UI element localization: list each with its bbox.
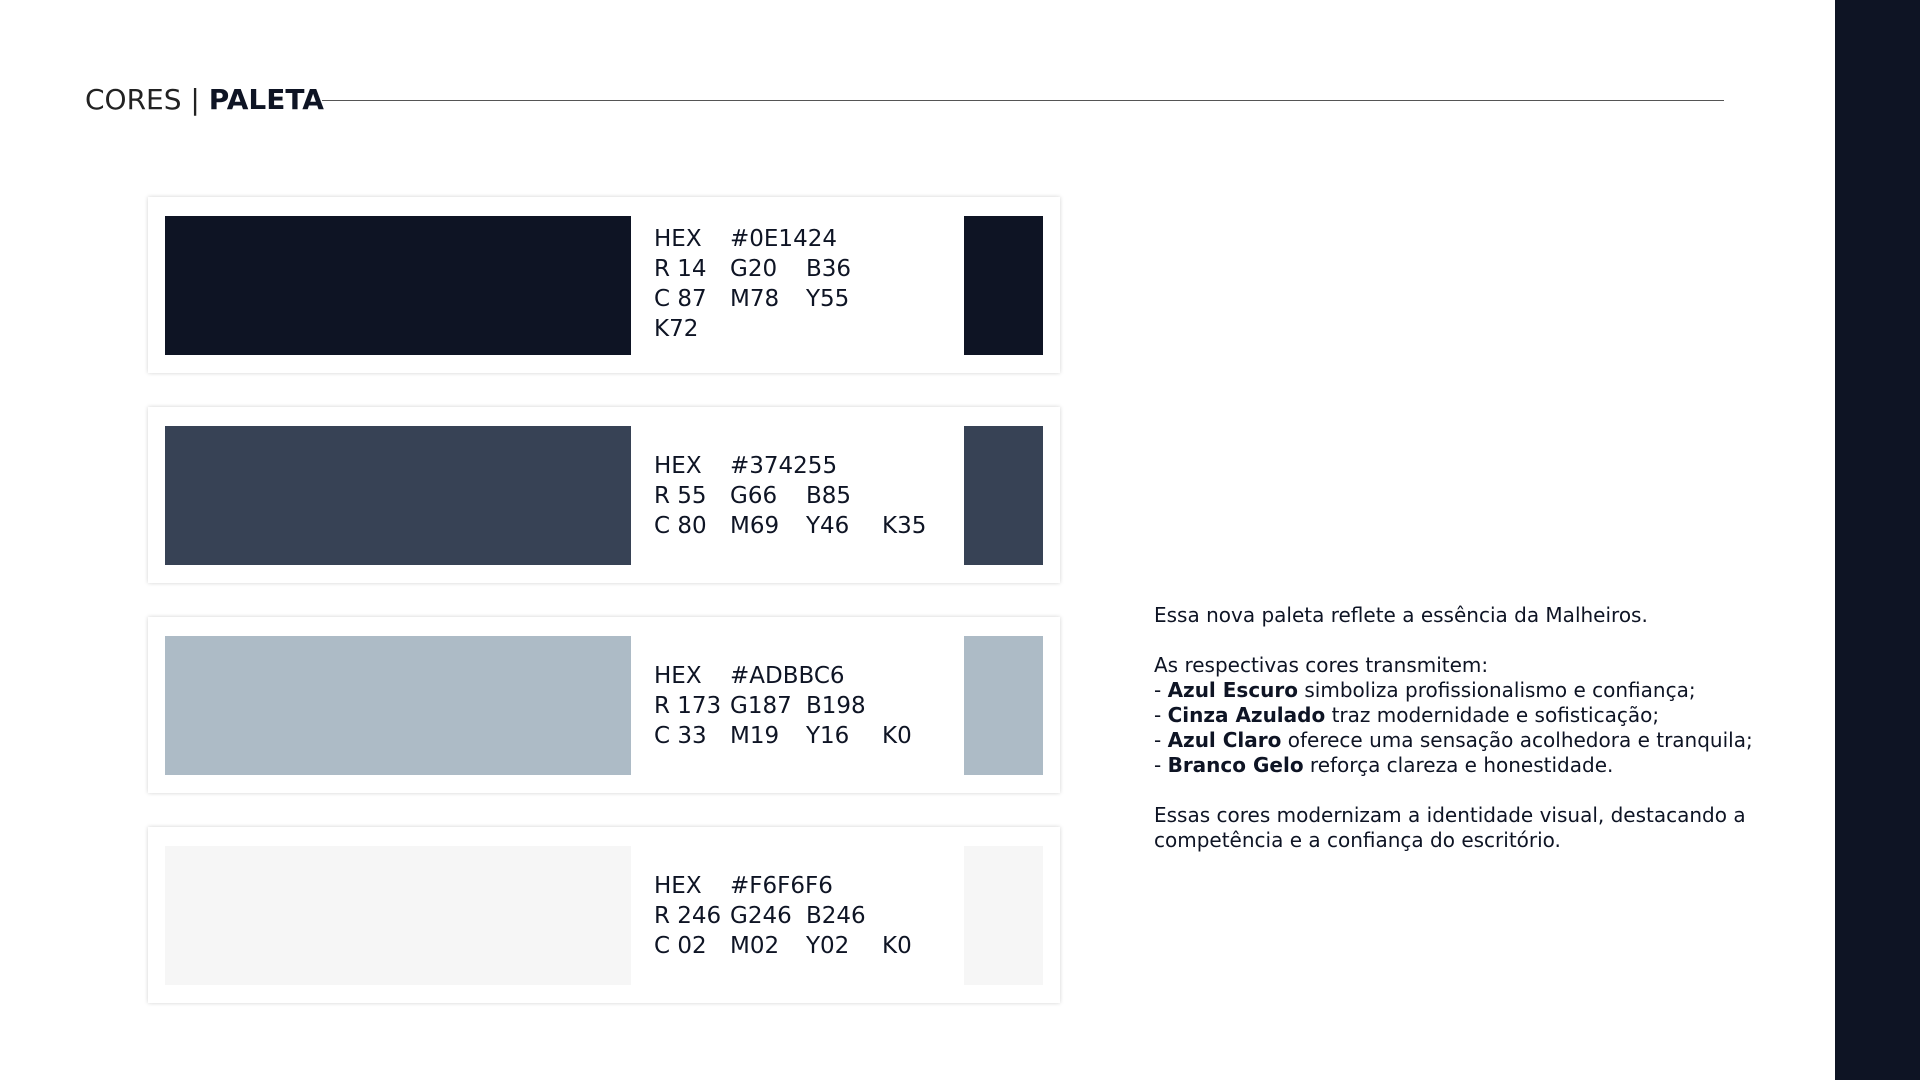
color-codes (654, 661, 958, 751)
color-swatch-small (964, 426, 1043, 565)
palette-description (1154, 603, 1814, 853)
color-swatch-small (964, 846, 1043, 985)
color-name: Branco Gelo (1167, 753, 1304, 777)
description-item: - Azul Claro oferece uma sensação acolhedora e tranquila; (1154, 728, 1753, 752)
color-card-ice-white (148, 827, 1060, 1003)
description-list-intro: As respectivas cores transmitem: (1154, 653, 1489, 677)
rgb-b: B36 (806, 256, 852, 282)
rgb-g: G66 (730, 483, 778, 509)
rgb-g: G246 (730, 903, 792, 929)
title-separator: | (181, 83, 209, 116)
hex-value: #F6F6F6 (730, 873, 833, 899)
description-item: - Azul Escuro simboliza profissionalismo e confiança; (1154, 678, 1696, 702)
hex-value: #ADBBC6 (730, 663, 845, 689)
cmyk-m: M78 (730, 286, 780, 312)
cmyk-c: C 80 (654, 513, 707, 539)
color-card-slate (148, 407, 1060, 583)
right-accent-bar (1835, 0, 1920, 1080)
rgb-r: R 55 (654, 483, 707, 509)
rgb-r: R 173 (654, 693, 722, 719)
color-name: Azul Claro (1167, 728, 1282, 752)
hex-value: #0E1424 (730, 226, 837, 252)
cmyk-y: Y02 (806, 933, 850, 959)
cmyk-c: C 87 (654, 286, 707, 312)
color-name: Azul Escuro (1167, 678, 1299, 702)
hex-label: HEX (654, 663, 702, 689)
color-codes (654, 871, 958, 961)
cmyk-c: C 33 (654, 723, 707, 749)
cmyk-c: C 02 (654, 933, 707, 959)
cmyk-m: M02 (730, 933, 780, 959)
cmyk-k: K0 (882, 723, 912, 749)
cmyk-y: Y55 (806, 286, 850, 312)
color-swatch-small (964, 216, 1043, 355)
cmyk-m: M69 (730, 513, 780, 539)
color-codes (654, 451, 958, 541)
cmyk-k: K0 (882, 933, 912, 959)
cmyk-k: K72 (654, 316, 699, 342)
color-swatch-large (165, 426, 631, 565)
title-light: CORES (85, 83, 182, 116)
cmyk-m: M19 (730, 723, 780, 749)
cmyk-k: K35 (882, 513, 927, 539)
color-card-dark-blue (148, 197, 1060, 373)
hex-label: HEX (654, 226, 702, 252)
color-swatch-small (964, 636, 1043, 775)
description-item: - Branco Gelo reforça clareza e honestidade. (1154, 753, 1614, 777)
description-item: - Cinza Azulado traz modernidade e sofisticação; (1154, 703, 1660, 727)
rgb-r: R 246 (654, 903, 722, 929)
title-bold: PALETA (208, 83, 324, 116)
cmyk-y: Y16 (806, 723, 850, 749)
color-swatch-large (165, 216, 631, 355)
hex-value: #374255 (730, 453, 838, 479)
description-closing: Essas cores modernizam a identidade visual, destacando a competência e a confiança do escritório. (1154, 803, 1746, 852)
description-intro: Essa nova paleta reflete a essência da Malheiros. (1154, 603, 1648, 627)
rgb-b: B246 (806, 903, 866, 929)
hex-label: HEX (654, 873, 702, 899)
color-card-light-blue (148, 617, 1060, 793)
header-divider (322, 100, 1724, 101)
rgb-b: B198 (806, 693, 866, 719)
rgb-g: G187 (730, 693, 792, 719)
color-codes (654, 224, 882, 344)
cmyk-y: Y46 (806, 513, 850, 539)
color-name: Cinza Azulado (1167, 703, 1326, 727)
rgb-g: G20 (730, 256, 778, 282)
color-swatch-large (165, 636, 631, 775)
page-title (85, 80, 324, 120)
hex-label: HEX (654, 453, 702, 479)
color-swatch-large (165, 846, 631, 985)
rgb-r: R 14 (654, 256, 707, 282)
rgb-b: B85 (806, 483, 852, 509)
